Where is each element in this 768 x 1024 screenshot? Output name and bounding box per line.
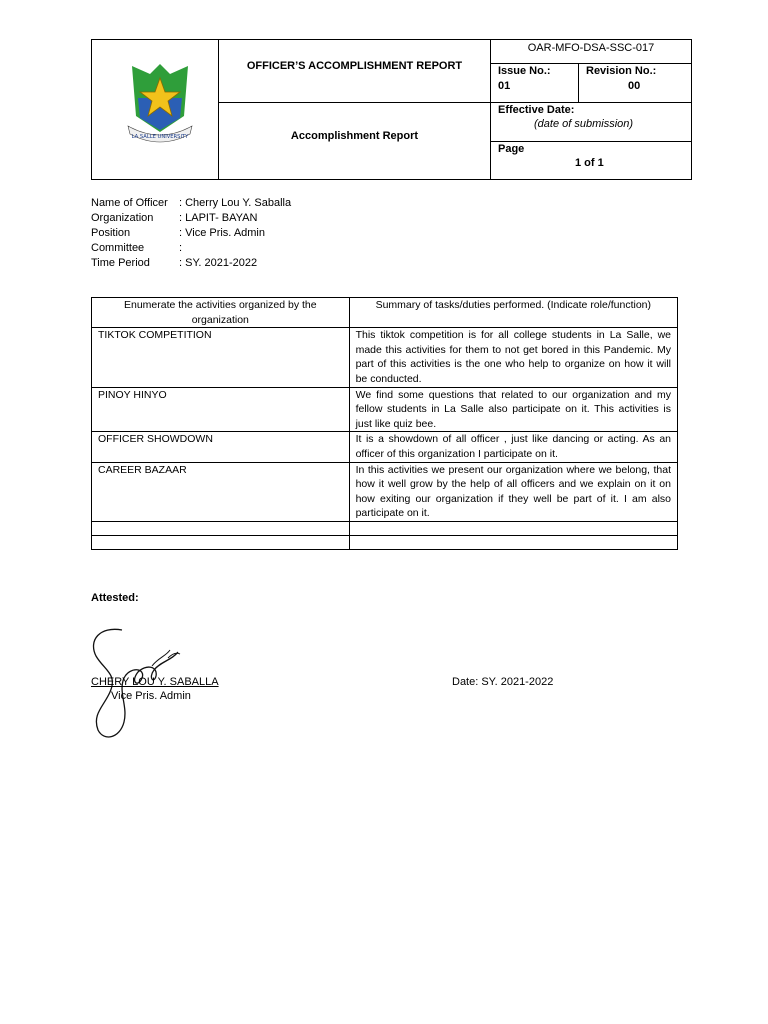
summary-cell: It is a showdown of all officer , just like dancing or acting. As an officer of this organization I participate on it. (349, 432, 677, 462)
svg-text:LA SALLE UNIVERSITY: LA SALLE UNIVERSITY (131, 134, 189, 140)
revision-value: 00 (628, 80, 641, 92)
officer-info-row: Committee : (91, 242, 183, 254)
activities-table (91, 297, 678, 550)
page-label: Page (498, 143, 525, 155)
effective-date-label: Effective Date: (498, 104, 575, 116)
activity-cell: OFFICER SHOWDOWN (92, 432, 350, 462)
officer-info-row: Name of Officer : Cherry Lou Y. Saballa (91, 197, 292, 209)
table-row (92, 328, 678, 387)
column-header-summary: Summary of tasks/duties performed. (Indicate role/function) (349, 298, 677, 328)
officer-info-row: Position : Vice Pris. Admin (91, 227, 265, 239)
activity-cell: CAREER BAZAAR (92, 462, 350, 521)
table-row (92, 432, 678, 462)
officer-info-row: Time Period : SY. 2021-2022 (91, 257, 258, 269)
attest-name: CHERY LOU Y. SABALLA (91, 676, 219, 688)
effective-date-value: (date of submission) (534, 118, 634, 130)
attested-label: Attested: (91, 592, 139, 604)
university-logo (124, 56, 196, 164)
report-title: OFFICER’S ACCOMPLISHMENT REPORT (246, 60, 463, 72)
page-value: 1 of 1 (575, 157, 604, 169)
column-header-activities: Enumerate the activities organized by the organization (92, 298, 350, 328)
empty-row (92, 535, 678, 549)
table-header-row (92, 298, 678, 328)
issue-label: Issue No.: (498, 65, 551, 77)
report-subtitle: Accomplishment Report (290, 130, 419, 142)
attest-date: Date: SY. 2021-2022 (452, 676, 554, 688)
issue-value: 01 (498, 80, 511, 92)
empty-row (92, 521, 678, 535)
summary-cell: This tiktok competition is for all college students in La Salle, we made this activities for them to not get bored in this Pandemic. My part of this activities is the one who help to organize on how it will be conducted. (349, 328, 677, 387)
summary-cell: We find some questions that related to our organization and my fellow students in La Salle also participate on it. This activities is just like quiz bee. (349, 387, 677, 432)
activity-cell: PINOY HINYO (92, 387, 350, 432)
officer-info (91, 196, 291, 271)
revision-label: Revision No.: (586, 65, 657, 77)
officer-info-row: Organization : LAPIT- BAYAN (91, 212, 258, 224)
table-row (92, 462, 678, 521)
attest-position: Vice Pris. Admin (111, 690, 191, 702)
summary-cell: In this activities we present our organization where we belong, that how it well grow by the help of all officers and we explain on it on how exiting our organization if they well be part of it. I am also participate on it. (349, 462, 677, 521)
activity-cell: TIKTOK COMPETITION (92, 328, 350, 387)
document-header (91, 39, 692, 180)
document-code: OAR-MFO-DSA-SSC-017 (527, 42, 655, 54)
table-row (92, 387, 678, 432)
